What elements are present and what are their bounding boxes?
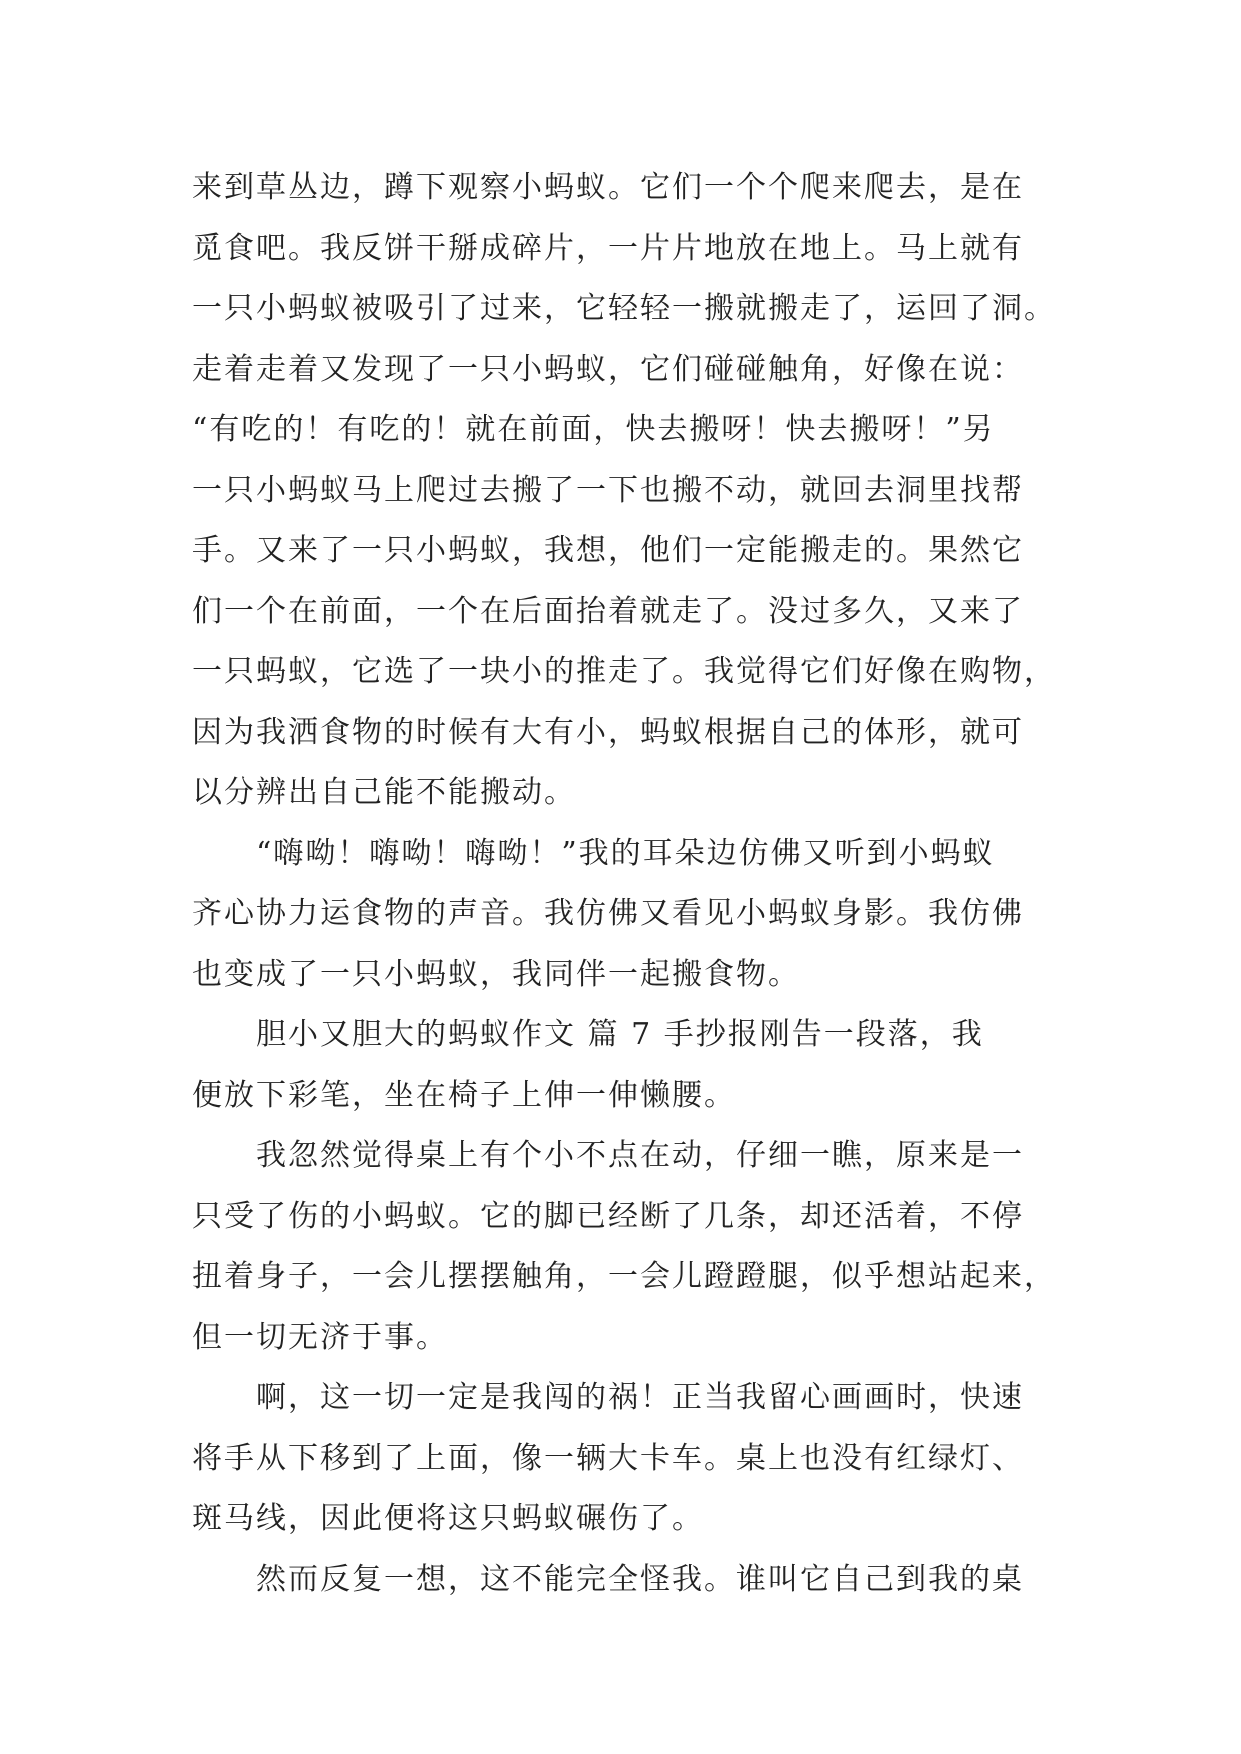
text-line: 们一个在前面，一个在后面抬着就走了。没过多久，又来了 <box>192 593 1024 629</box>
text-line: “有吃的！有吃的！就在前面，快去搬呀！快去搬呀！”另 <box>192 412 995 447</box>
text-line: 一只小蚂蚁马上爬过去搬了一下也搬不动，就回去洞里找帮 <box>192 472 1024 508</box>
paragraph-start-line: 然而反复一想，这不能完全怪我。谁叫它自己到我的桌 <box>256 1561 1024 1597</box>
text-line: 齐心协力运食物的声音。我仿佛又看见小蚂蚁身影。我仿佛 <box>192 896 1024 931</box>
section-heading-line: 胆小又胆大的蚂蚁作文 篇 7 手抄报刚告一段落，我 <box>256 1017 984 1052</box>
text-line: 将手从下移到了上面，像一辆大卡车。桌上也没有红绿灯、 <box>192 1440 1024 1476</box>
text-line: 手。又来了一只小蚂蚁，我想，他们一定能搬走的。果然它 <box>192 533 1024 568</box>
paragraph-start-line: 我忽然觉得桌上有个小不点在动，仔细一瞧，原来是一 <box>256 1138 1024 1173</box>
text-line: 一只小蚂蚁被吸引了过来，它轻轻一搬就搬走了，运回了洞。 <box>192 291 1056 326</box>
text-line: 因为我洒食物的时候有大有小，蚂蚁根据自己的体形，就可 <box>192 714 1024 750</box>
text-line: 扭着身子，一会儿摆摆触角，一会儿蹬蹬腿，似乎想站起来， <box>192 1259 1056 1294</box>
essay-body <box>192 158 1062 1610</box>
text-line: 但一切无济于事。 <box>192 1319 448 1355</box>
text-line: 便放下彩笔，坐在椅子上伸一伸懒腰。 <box>192 1077 736 1113</box>
text-line: 只受了伤的小蚂蚁。它的脚已经断了几条，却还活着，不停 <box>192 1198 1024 1234</box>
text-line: 斑马线，因此便将这只蚂蚁碾伤了。 <box>192 1501 704 1536</box>
text-line: 一只蚂蚁，它选了一块小的推走了。我觉得它们好像在购物， <box>192 654 1056 689</box>
text-line: 走着走着又发现了一只小蚂蚁，它们碰碰触角，好像在说： <box>192 351 1024 387</box>
text-line: 来到草丛边，蹲下观察小蚂蚁。它们一个个爬来爬去，是在 <box>192 170 1024 205</box>
text-line: 觅食吧。我反饼干掰成碎片，一片片地放在地上。马上就有 <box>192 230 1024 266</box>
text-line: 以分辨出自己能不能搬动。 <box>192 775 576 810</box>
text-line: 也变成了一只小蚂蚁，我同伴一起搬食物。 <box>192 956 800 992</box>
paragraph-start-line: “嗨呦！嗨呦！嗨呦！”我的耳朵边仿佛又听到小蚂蚁 <box>256 835 995 871</box>
paragraph-start-line: 啊，这一切一定是我闯的祸！正当我留心画画时，快速 <box>256 1380 1024 1415</box>
